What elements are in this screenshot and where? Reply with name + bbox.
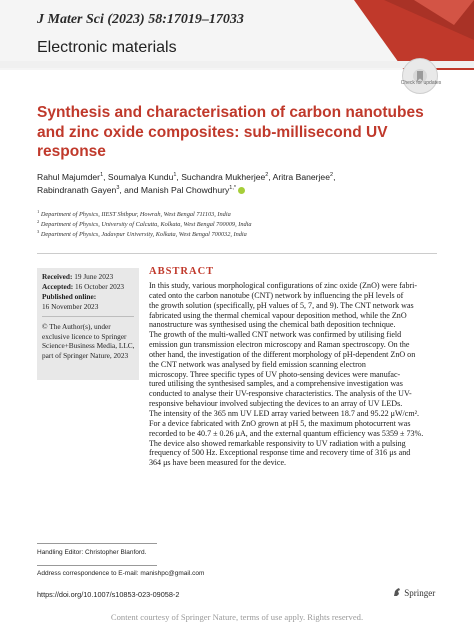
received-entry	[42, 272, 137, 282]
abstract-line: conducted to analyse their UV-responsive characteristics. The analysis of the UV-	[149, 389, 412, 399]
accepted-date: 16 October 2023	[75, 282, 125, 291]
abstract-line: fabricated using the thermal chemical vapour deposition method, while the ZnO	[149, 310, 407, 320]
header-stripe	[0, 61, 474, 68]
abstract-line: other hand, the investigation of the different morphology of pH-dependent ZnO on	[149, 349, 416, 359]
accepted-entry	[42, 282, 137, 292]
footnote-divider	[37, 543, 157, 544]
licence-text: © The Author(s), under exclusive licence to Springer Science+Business Media, LLC, part of Springer Nature, 2023	[42, 322, 135, 360]
handling-editor: Handling Editor: Christopher Blanford.	[37, 549, 147, 556]
abstract-line: nanostructure was synthesised using the chemical bath deposition technique.	[149, 320, 396, 330]
paper-title: Synthesis and characterisation of carbon nanotubes and zinc oxide composites: sub-millisecond UV response	[37, 104, 424, 160]
affiliation-text: Department of Physics, IIEST Shibpur, Howrah, West Bengal 711103, India	[40, 211, 231, 219]
author-name[interactable]: Rabindranath Gayen	[37, 185, 117, 196]
affiliation-number: 1	[37, 209, 40, 214]
abstract-line: The intensity of the 365 nm UV LED array varied between 18.7 and 95.22 μW/cm².	[149, 408, 420, 418]
author-affil-sup: 2	[330, 172, 334, 178]
abstract-line: the CNT network was analysed by field emission scanning electron	[149, 359, 366, 369]
published-label-text: Published online:	[42, 292, 97, 301]
abstract-line: frequency of 500 Hz. Exceptional response time and recovery time of 316 μs and	[149, 448, 411, 458]
affiliation-1	[37, 209, 447, 218]
abstract-text	[149, 281, 436, 468]
author-name[interactable]: Rahul Majumder	[37, 171, 101, 182]
abstract-line: 364 μs have been measured for the device.	[149, 458, 287, 468]
author-name[interactable]: Suchandra Mukherjee	[181, 171, 266, 182]
journal-citation: J Mater Sci (2023) 58:17019–17033	[37, 12, 244, 27]
correspondence-email[interactable]: Address correspondence to E-mail: manishpc@gmail.com	[37, 570, 205, 577]
orcid-icon[interactable]	[238, 187, 245, 194]
abstract-heading: ABSTRACT	[149, 266, 215, 277]
abstract-line: the growth solution (specifically, pH values of 5, 7, and 9). The CNT network was	[149, 300, 414, 310]
sidebar-divider	[42, 316, 134, 317]
affiliation-text: Department of Physics, University of Calcutta, Kolkata, West Bengal 700009, India	[40, 221, 252, 229]
author-affil-sup: 2	[265, 172, 269, 178]
abstract-line: recorded to be 40.7 ± 0.26 μA, and the external quantum efficiency was 5359 ± 73%.	[149, 428, 424, 438]
publisher-logo	[392, 587, 435, 598]
affiliation-2	[37, 219, 447, 228]
section-label: Electronic materials	[37, 39, 177, 56]
affiliation-text: Department of Physics, Jadavpur University, Kolkata, West Bengal 700032, India	[40, 231, 247, 239]
accepted-label: Accepted:	[42, 282, 74, 291]
received-label: Received:	[42, 272, 73, 281]
abstract-line: cated onto the carbon nanotube (CNT) network by influencing the pH levels of	[149, 290, 404, 300]
header-decoration	[294, 0, 474, 70]
check-for-updates-button[interactable]	[402, 58, 438, 94]
abstract-line: In this study, various morphological configurations of zinc oxide (ZnO) were fabri-	[149, 281, 418, 290]
affiliation-3	[37, 229, 447, 238]
author-affil-sup: 1,*	[229, 185, 236, 192]
author-name[interactable]: Aritra Banerjee	[272, 171, 330, 182]
published-label	[42, 292, 137, 302]
abstract-line: The device also showed remarkable responsivity to UV radiation with a pulsing	[149, 438, 406, 448]
check-for-updates-label: Check for updates	[400, 80, 442, 86]
author-line-2: Rabindranath Gayen$^3$, and Manish Pal Chowdhury$^{1,*}$	[37, 183, 447, 196]
abstract-line: responsive behaviour involved subjecting the devices to an array of UV LEDs.	[149, 399, 403, 409]
author-affil-sup: 1	[100, 172, 104, 178]
publisher-name: Springer	[404, 588, 436, 598]
affiliation-number: 3	[37, 229, 40, 234]
content-courtesy-notice: Content courtesy of Springer Nature, terms of use apply. Rights reserved.	[110, 612, 364, 622]
abstract-line: tured utilising the synthesised samples, and a comprehensive investigation was	[149, 379, 403, 389]
author-affil-sup: 1	[173, 172, 177, 178]
author-name[interactable]: Manish Pal Chowdhury	[140, 185, 230, 196]
footnote-divider	[37, 565, 157, 566]
abstract-line: emission gun transmission electron microscopy and Raman spectroscopy. On the	[149, 340, 410, 350]
abstract-line: For a device fabricated with ZnO grown at pH 5, the maximum photocurrent was	[149, 418, 411, 428]
doi-link[interactable]: https://doi.org/10.1007/s10853-023-09058-2	[37, 590, 180, 599]
author-list	[37, 170, 447, 197]
divider	[37, 253, 437, 254]
abstract-line: The growth of the multi-walled CNT network was confirmed by utilising field	[149, 330, 402, 340]
published-date: 16 November 2023	[42, 302, 99, 311]
received-date: 19 June 2023	[74, 272, 114, 281]
author-name[interactable]: Soumalya Kundu	[107, 171, 174, 182]
abstract-line: microscopy. Three specific types of UV photo-sensing devices were manufac-	[149, 369, 401, 379]
author-line-1: Rahul Majumder$^1$, Soumalya Kundu$^1$, Suchandra Mukherjee$^2$, Aritra Banerjee$^2$,	[37, 171, 336, 182]
affiliation-number: 2	[37, 219, 40, 224]
springer-horse-icon	[392, 587, 402, 597]
author-affil-sup: 3	[116, 185, 120, 192]
